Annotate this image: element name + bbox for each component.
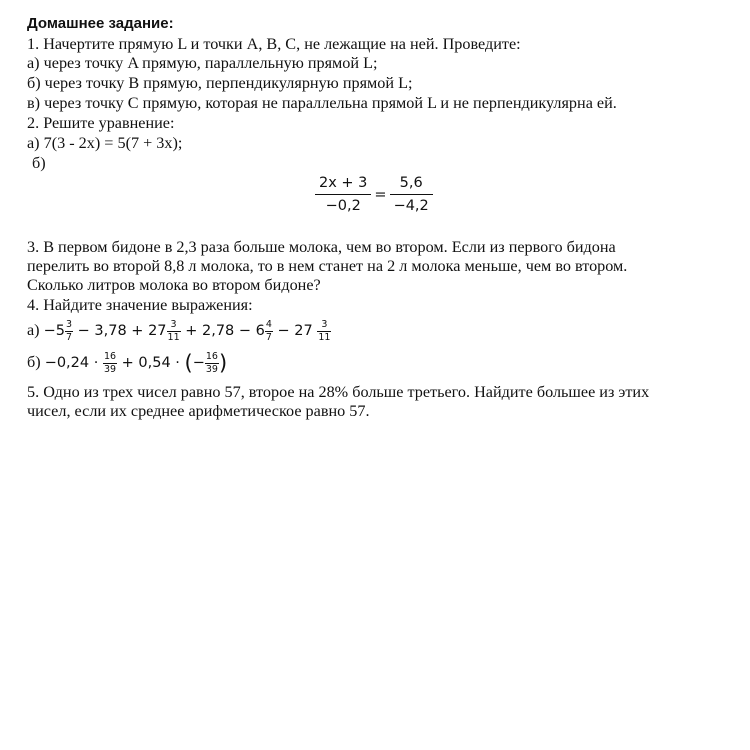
task3-line2: перелить во второй 8,8 л молока, то в нем станет на 2 л молока меньше, чем во втором.	[27, 257, 628, 275]
fraction-b-1	[103, 352, 117, 374]
fraction-b-1-denominator: 39	[103, 363, 117, 375]
task2-intro: 2. Решите уравнение:	[27, 114, 175, 132]
equation-right-numerator: 5,6	[390, 175, 433, 195]
fraction-2	[167, 320, 181, 342]
term-b-1: −0,24 ·	[44, 355, 99, 371]
task3-line1: 3. В первом бидоне в 2,3 раза больше молока, чем во втором. Если из первого бидона	[27, 238, 616, 256]
task2-item-a: а) 7(3 - 2x) = 5(7 + 3x);	[27, 134, 183, 152]
equation-right-fraction	[390, 175, 433, 214]
fraction-3-denominator: 7	[265, 331, 272, 343]
fraction-b-2-numerator: 16	[205, 351, 218, 362]
equation-left-fraction	[315, 175, 371, 214]
term-2: − 3,78 + 27	[77, 323, 167, 339]
fraction-b-1-numerator: 16	[103, 351, 117, 362]
task1-item-b: б) через точку B прямую, перпендикулярную прямой L;	[27, 74, 413, 92]
fraction-4-numerator: 3	[317, 320, 331, 332]
task4-item-b-label: б)	[27, 353, 41, 371]
fraction-2-numerator: 3	[167, 320, 181, 332]
task1-item-c: в) через точку С прямую, которая не параллельна прямой L и не перпендикулярна ей.	[27, 94, 617, 112]
task5-line1: 5. Одно из трех чисел равно 57, второе на 28% больше третьего. Найдите большее из этих	[27, 383, 650, 401]
fraction-4	[317, 320, 331, 342]
term-6: − 27	[277, 323, 313, 339]
equation-right-denominator: −4,2	[393, 198, 429, 214]
equation-left-denominator: −0,2	[325, 198, 361, 214]
task3-line3: Сколько литров молока во втором бидоне?	[27, 276, 321, 294]
fraction-1-numerator: 3	[66, 319, 73, 330]
fraction-2-denominator: 11	[167, 331, 180, 343]
open-paren: (	[184, 351, 193, 375]
task1-item-a: а) через точку A прямую, параллельную прямой L;	[27, 54, 378, 72]
task2-item-b-label: б)	[32, 154, 46, 172]
fraction-b-2-denominator: 39	[205, 363, 218, 375]
fraction-3	[265, 320, 273, 342]
term-b-2: + 0,54 ·	[121, 355, 180, 371]
task4-expression-a	[27, 317, 331, 344]
fraction-1-denominator: 7	[66, 331, 73, 343]
task5-line2: чисел, если их среднее арифметическое равно 57.	[27, 402, 370, 420]
close-paren: )	[218, 351, 228, 375]
task1-intro: 1. Начертите прямую L и точки A, B, C, не лежащие на ней. Проведите:	[27, 35, 521, 53]
task2-equation	[315, 175, 433, 214]
minus-sign: −	[192, 355, 205, 371]
term-whole-1: −5	[43, 323, 65, 339]
fraction-b-2	[205, 352, 219, 374]
fraction-1	[65, 320, 73, 342]
term-4: + 2,78 − 6	[185, 323, 265, 339]
fraction-3-numerator: 4	[265, 319, 272, 330]
equation-left-numerator: 2x + 3	[315, 175, 371, 195]
homework-title: Домашнее задание:	[27, 15, 174, 32]
task4-item-a-label: а)	[27, 321, 40, 339]
task4-expression-b	[27, 348, 227, 377]
task4-intro: 4. Найдите значение выражения:	[27, 296, 253, 314]
fraction-4-denominator: 11	[318, 331, 331, 343]
equation-equals-sign: =	[374, 186, 387, 203]
